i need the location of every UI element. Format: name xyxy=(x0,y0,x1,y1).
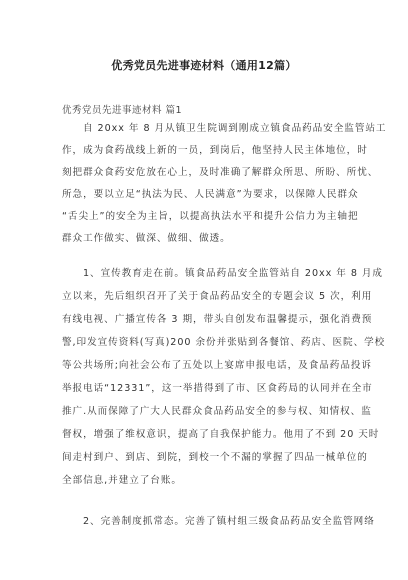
paragraph-1-line: 所急，要以立足“执法为民、人民满意”为要求，以保障人民群众 xyxy=(62,189,359,200)
paragraph-1-line: 自 20xx 年 8 月从镇卫生院调到刚成立镇食品药品安全监管站工 xyxy=(83,123,387,134)
paragraph-1-line: “舌尖上”的安全为主旨，以提高执法水平和提升公信力为主轴把 xyxy=(62,211,359,222)
document-title: 优秀党员先进事迹材料（通用12篇） xyxy=(111,59,297,72)
paragraph-1-line: 作，成为食药战线上新的一员，到岗后，他坚持人民主体地位，时 xyxy=(62,145,368,156)
paragraph-3-line: 2、完善制度抓常态。完善了镇村组三级食品药品安全监管网络 xyxy=(83,516,375,527)
paragraph-2-line: 推广.从而保障了广大人民群众食品药品安全的参与权、知情权、监 xyxy=(62,406,372,417)
paragraph-2-line: 立以来，先后组织召开了关于食品药品安全的专题会议 5 次，利用 xyxy=(62,291,373,302)
paragraph-1-line: 刻把群众食药安危放在心上，及时准确了解群众所思、所盼、所忧、 xyxy=(62,167,379,178)
paragraph-1-line: 群众工作做实、做深、做细、做透。 xyxy=(62,233,231,244)
paragraph-2-line: 举报电话“12331”，这一举措得到了市、区食药局的认同并在全市 xyxy=(62,383,373,394)
paragraph-2-line: 有线电视、广播宣传各 3 期，带头自创发布温馨提示，强化消费预 xyxy=(62,314,373,325)
paragraph-2-line: 间走村到户、到店、到院，到校一个不漏的掌握了四品一械单位的 xyxy=(62,452,368,463)
paragraph-2-line: 督权，增强了维权意识，提高了自我保护能力。他用了不到 20 天时 xyxy=(62,429,380,440)
paragraph-2-line: 1、宣传教育走在前。镇食品药品安全监管站自 20xx 年 8 月成 xyxy=(83,268,383,279)
paragraph-2-line: 等公共场所;向社会公布了五处以上宴席申报电话，及食品药品投诉 xyxy=(62,360,372,371)
paragraph-2-line: 警,印发宣传资料(写真)200 余份并张贴到各餐馆、药店、医院、学校 xyxy=(62,337,386,348)
section-heading: 优秀党员先进事迹材料 篇1 xyxy=(62,105,183,116)
paragraph-2-line: 全部信息,并建立了台账。 xyxy=(62,475,182,486)
